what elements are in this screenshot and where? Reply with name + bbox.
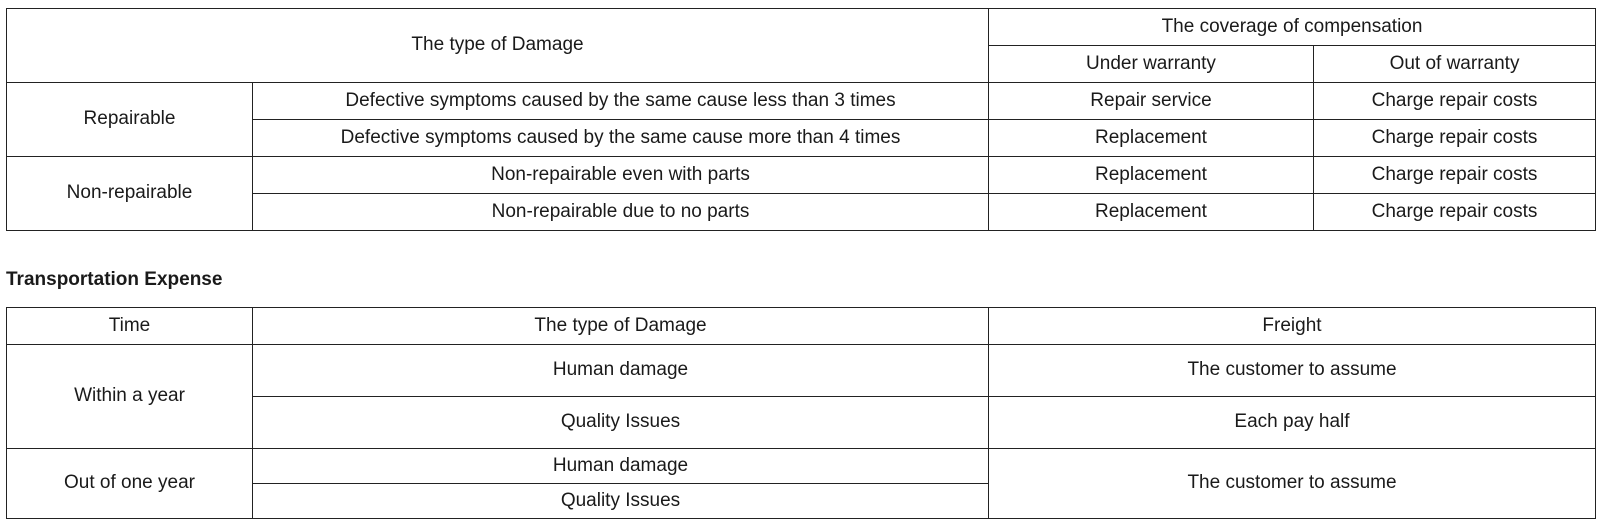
freight-cell: The customer to assume (989, 345, 1596, 397)
out-of-warranty-cell: Charge repair costs (1314, 120, 1596, 157)
damage-type-header: The type of Damage (7, 9, 989, 83)
under-warranty-cell: Repair service (989, 83, 1314, 120)
out-of-warranty-cell: Charge repair costs (1314, 157, 1596, 194)
coverage-header: The coverage of compensation (989, 9, 1596, 46)
under-warranty-header: Under warranty (989, 46, 1314, 83)
out-of-warranty-cell: Charge repair costs (1314, 83, 1596, 120)
damage-cell: Quality Issues (253, 484, 989, 519)
table-row (7, 83, 1596, 120)
table-header-row (7, 308, 1596, 345)
under-warranty-cell: Replacement (989, 194, 1314, 231)
warranty-table (6, 8, 1596, 231)
freight-table (6, 307, 1596, 519)
table-row (7, 449, 1596, 484)
table-row (7, 345, 1596, 397)
under-warranty-cell: Replacement (989, 120, 1314, 157)
symptom-cell: Defective symptoms caused by the same cause less than 3 times (253, 83, 989, 120)
under-warranty-cell: Replacement (989, 157, 1314, 194)
symptom-cell: Non-repairable even with parts (253, 157, 989, 194)
category-cell: Repairable (7, 83, 253, 157)
out-of-warranty-header: Out of warranty (1314, 46, 1596, 83)
symptom-cell: Defective symptoms caused by the same cause more than 4 times (253, 120, 989, 157)
freight-cell: The customer to assume (989, 449, 1596, 519)
table-header-row (7, 9, 1596, 46)
damage-cell: Human damage (253, 449, 989, 484)
damage-cell: Quality Issues (253, 397, 989, 449)
transportation-expense-heading: Transportation Expense (6, 269, 223, 290)
time-header: Time (7, 308, 253, 345)
damage-type-header: The type of Damage (253, 308, 989, 345)
time-cell: Within a year (7, 345, 253, 449)
freight-header: Freight (989, 308, 1596, 345)
out-of-warranty-cell: Charge repair costs (1314, 194, 1596, 231)
time-cell: Out of one year (7, 449, 253, 519)
category-cell: Non-repairable (7, 157, 253, 231)
symptom-cell: Non-repairable due to no parts (253, 194, 989, 231)
freight-cell: Each pay half (989, 397, 1596, 449)
damage-cell: Human damage (253, 345, 989, 397)
table-row (7, 157, 1596, 194)
